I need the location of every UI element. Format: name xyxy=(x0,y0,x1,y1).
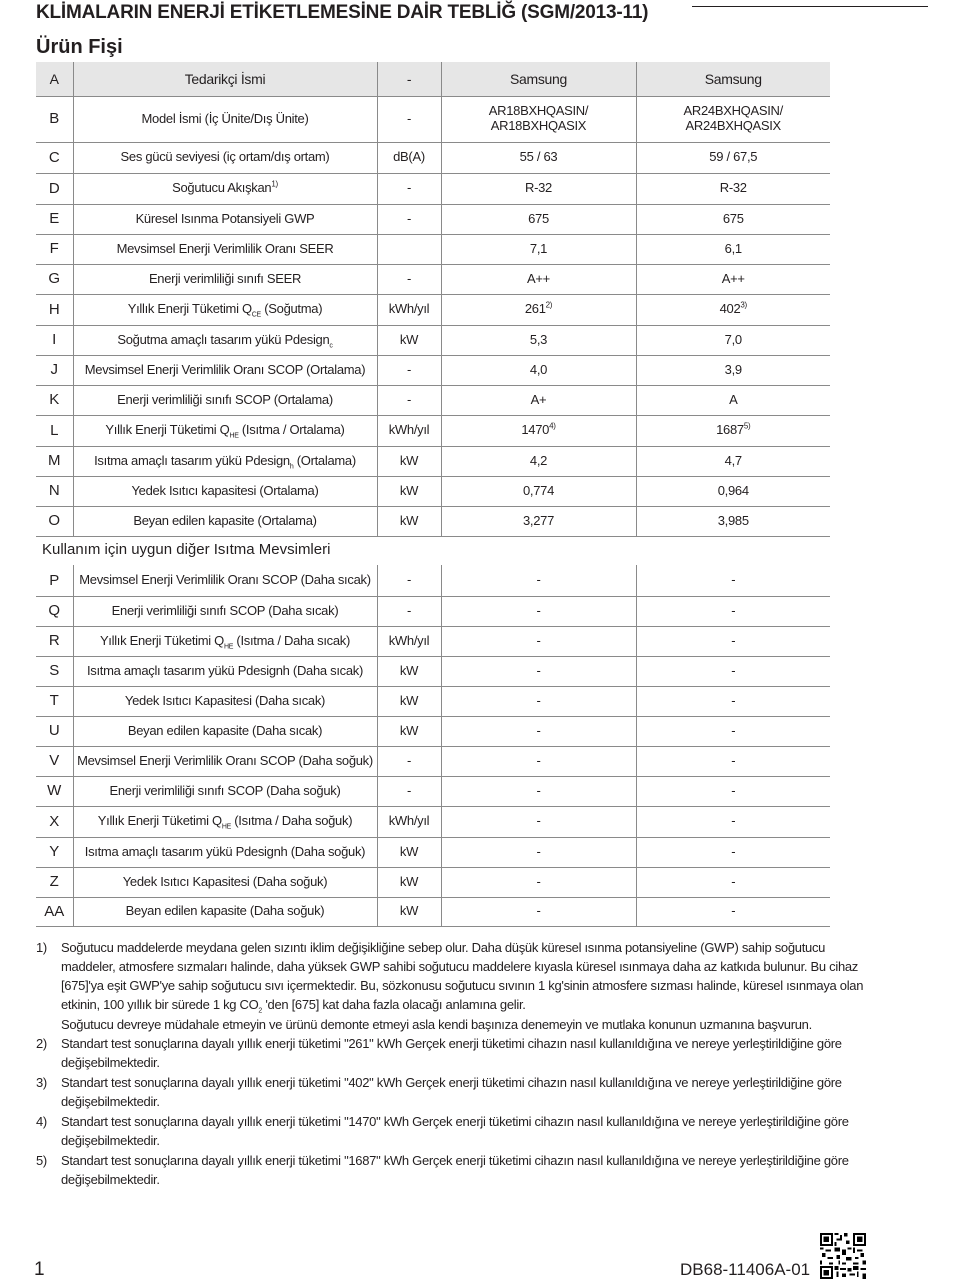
unit-cell: kW xyxy=(377,686,441,716)
unit-cell: - xyxy=(377,264,441,294)
footnote-5 xyxy=(36,1151,866,1189)
value-cell-1: - xyxy=(441,596,636,626)
row-label: Yıllık Enerji Tüketimi $Q_{HE}$ (Isıtma / Daha soğuk) xyxy=(73,806,377,837)
table-row xyxy=(36,837,830,867)
value-cell-1: 261$^{2)}$ xyxy=(441,294,636,325)
document-code: DB68-11406A-01 xyxy=(680,1260,811,1279)
unit-cell: - xyxy=(377,385,441,415)
unit-cell: - xyxy=(377,173,441,204)
row-letter: AA xyxy=(36,897,73,926)
row-letter: E xyxy=(36,204,73,234)
supplier-value-2: Samsung xyxy=(636,62,830,96)
row-letter: H xyxy=(36,294,73,325)
model-outdoor-2: AR24BXHQASIX xyxy=(685,118,781,133)
footnote-text: Standart test sonuçlarına dayalı yıllık enerji tüketimi "1687" kWh Gerçek enerji tüketimi cihazın nasıl kullanıldığına ve nereye yerleştirildiğine göre değişebilmektedir. xyxy=(61,1153,849,1187)
heating-seasons-table xyxy=(36,565,830,927)
row-label: Mevsimsel Enerji Verimlilik Oranı SCOP (Daha sıcak) xyxy=(73,565,377,596)
footnote-4 xyxy=(36,1112,866,1150)
table-row xyxy=(36,867,830,897)
value-cell-2: 7,0 xyxy=(636,325,830,355)
row-label: Enerji verimliliği sınıfı SCOP (Ortalama) xyxy=(73,385,377,415)
table-row xyxy=(36,294,830,325)
row-letter: G xyxy=(36,264,73,294)
page-number: 1 xyxy=(34,1259,45,1280)
value-cell-2: 3,985 xyxy=(636,506,830,536)
table-row xyxy=(36,355,830,385)
unit-cell: kWh/yıl xyxy=(377,294,441,325)
value-cell-1: - xyxy=(441,565,636,596)
unit-cell: kW xyxy=(377,897,441,926)
row-letter: Q xyxy=(36,596,73,626)
row-letter: C xyxy=(36,142,73,173)
value-cell-1: - xyxy=(441,716,636,746)
unit-cell: - xyxy=(377,565,441,596)
row-label: Mevsimsel Enerji Verimlilik Oranı SCOP (Ortalama) xyxy=(73,355,377,385)
model-indoor-2: AR24BXHQASIN/ xyxy=(683,103,783,119)
value-cell-2: - xyxy=(636,897,830,926)
value-cell-2: A++ xyxy=(636,264,830,294)
value-cell-2: 4,7 xyxy=(636,446,830,476)
footnote-text: Standart test sonuçlarına dayalı yıllık enerji tüketimi "261" kWh Gerçek enerji tüketimi cihazın nasıl kullanıldığına ve nereye yerleştirildiğine göre değişebilmektedir. xyxy=(61,1036,842,1070)
footnote-text: Soğutucu maddelerde meydana gelen sızıntı iklim değişikliğine sebep olur. Daha düşük küresel ısınma potansiyeline (GWP) sahip soğutucu maddeler, atmosfere sızmaları halinde, daha yüksek GWP sahibi soğutucu maddelere kıyasla küresel ısınmaya daha az katkıda bulunur. Bu cihaz [675]'ya eşit GWP'ye sahip soğutucu sıvı içermektedir. Bu, sözkonusu soğutucu sıvının 1 kg'sinin atmosfere sızması halinde, küresel ısınmaya olan etkinin, 100 yıllık bir sürede 1 kg $CO_2$ 'den [675] kat daha fazla olacağı anlamına gelir. xyxy=(61,940,864,1015)
row-letter: O xyxy=(36,506,73,536)
footnote-ref: 4) xyxy=(549,421,556,431)
unit-cell: kWh/yıl xyxy=(377,626,441,656)
row-label: Mevsimsel Enerji Verimlilik Oranı SCOP (Daha soğuk) xyxy=(73,746,377,776)
table-row xyxy=(36,204,830,234)
value-cell-1: 5,3 xyxy=(441,325,636,355)
footnote-ref: 3) xyxy=(740,300,747,310)
footnotes xyxy=(36,938,866,1190)
row-letter: Y xyxy=(36,837,73,867)
unit-cell: kWh/yıl xyxy=(377,806,441,837)
row-letter: B xyxy=(36,96,73,142)
footnote-ref: 5) xyxy=(743,421,751,431)
table-row xyxy=(36,446,830,476)
table-row xyxy=(36,656,830,686)
row-letter: X xyxy=(36,806,73,837)
row-label: Enerji verimliliği sınıfı SCOP (Daha sıcak) xyxy=(73,596,377,626)
row-letter: A xyxy=(36,62,73,96)
footnote-number: 3) xyxy=(36,1075,47,1090)
value-cell-2: - xyxy=(636,837,830,867)
row-label: Beyan edilen kapasite (Ortalama) xyxy=(73,506,377,536)
value-cell-2: - xyxy=(636,776,830,806)
row-letter: R xyxy=(36,626,73,656)
row-label: Yıllık Enerji Tüketimi $Q_{HE}$ (Isıtma / Ortalama) xyxy=(73,415,377,446)
value-cell-1: - xyxy=(441,806,636,837)
footnote-2 xyxy=(36,1034,866,1072)
row-label: Enerji verimliliği sınıfı SEER xyxy=(73,264,377,294)
unit-cell: kW xyxy=(377,716,441,746)
row-letter: U xyxy=(36,716,73,746)
title-rule xyxy=(692,6,928,7)
unit-cell: - xyxy=(377,746,441,776)
unit-cell: kW xyxy=(377,476,441,506)
unit-cell xyxy=(377,234,441,264)
document-title: KLİMALARIN ENERJİ ETİKETLEMESİNE DAİR TEBLİĞ (SGM/2013-11) xyxy=(36,2,649,23)
row-label: Ses gücü seviyesi (iç ortam/dış ortam) xyxy=(73,142,377,173)
row-label: Isıtma amaçlı tasarım yükü Pdesignh (Daha sıcak) xyxy=(73,656,377,686)
footnote-number: 4) xyxy=(36,1114,47,1129)
unit-cell: kW xyxy=(377,506,441,536)
model-value-1 xyxy=(441,96,636,142)
footnote-text: Standart test sonuçlarına dayalı yıllık enerji tüketimi "402" kWh Gerçek enerji tüketimi cihazın nasıl kullanıldığına ve nereye yerleştirildiğine göre değişebilmektedir. xyxy=(61,1075,842,1109)
value-cell-2: - xyxy=(636,686,830,716)
value-cell-2: - xyxy=(636,596,830,626)
table-row xyxy=(36,385,830,415)
row-letter: F xyxy=(36,234,73,264)
table-row xyxy=(36,142,830,173)
document-subtitle: Ürün Fişi xyxy=(36,36,123,58)
row-label: Model İsmi (İç Ünite/Dış Ünite) xyxy=(73,96,377,142)
row-label: Yedek Isıtıcı Kapasitesi (Daha sıcak) xyxy=(73,686,377,716)
value-cell-2: 59 / 67,5 xyxy=(636,142,830,173)
value-cell-2: 675 xyxy=(636,204,830,234)
footnote-number: 2) xyxy=(36,1036,47,1051)
row-letter: I xyxy=(36,325,73,355)
value-cell-1: A+ xyxy=(441,385,636,415)
value-cell-2: 3,9 xyxy=(636,355,830,385)
value-cell-2: - xyxy=(636,716,830,746)
row-label: Beyan edilen kapasite (Daha soğuk) xyxy=(73,897,377,926)
table-row xyxy=(36,173,830,204)
table-row xyxy=(36,716,830,746)
row-label: Yıllık Enerji Tüketimi $Q_{CE}$ (Soğutma) xyxy=(73,294,377,325)
table-row xyxy=(36,565,830,596)
value-cell-2: 1687$^{5)}$ xyxy=(636,415,830,446)
footnote-3 xyxy=(36,1073,866,1111)
value-cell-2: - xyxy=(636,867,830,897)
footnote-text: Standart test sonuçlarına dayalı yıllık enerji tüketimi "1470" kWh Gerçek enerji tüketimi cihazın nasıl kullanıldığına ve nereye yerleştirildiğine göre değişebilmektedir. xyxy=(61,1114,849,1148)
table-row xyxy=(36,806,830,837)
value-cell-1: 7,1 xyxy=(441,234,636,264)
value-cell-1: - xyxy=(441,686,636,716)
table-row xyxy=(36,264,830,294)
row-label: Yedek Isıtıcı Kapasitesi (Daha soğuk) xyxy=(73,867,377,897)
unit-cell: - xyxy=(377,355,441,385)
value-cell-1: - xyxy=(441,897,636,926)
footnote-1 xyxy=(36,938,866,1014)
row-label: Isıtma amaçlı tasarım yükü Pdesignh (Daha soğuk) xyxy=(73,837,377,867)
value-cell-2: A xyxy=(636,385,830,415)
model-indoor-1: AR18BXHQASIN/ xyxy=(488,103,589,119)
unit-cell: - xyxy=(377,596,441,626)
footnote-ref: 1) xyxy=(271,179,278,189)
row-letter: L xyxy=(36,415,73,446)
table-row xyxy=(36,776,830,806)
unit-cell: kW xyxy=(377,837,441,867)
value-cell-1: - xyxy=(441,776,636,806)
value-cell-1: - xyxy=(441,656,636,686)
unit-cell: - xyxy=(377,62,441,96)
model-value-2 xyxy=(636,96,830,142)
value-cell-1: 3,277 xyxy=(441,506,636,536)
supplier-value-1: Samsung xyxy=(441,62,636,96)
supplier-label: Tedarikçi İsmi xyxy=(73,62,377,96)
section-title-other-seasons: Kullanım için uygun diğer Isıtma Mevsimleri xyxy=(42,541,331,558)
value-cell-2: 402$^{3)}$ xyxy=(636,294,830,325)
unit-cell: - xyxy=(377,776,441,806)
footnote-number: 5) xyxy=(36,1153,47,1168)
table-row xyxy=(36,897,830,926)
value-cell-1: 0,774 xyxy=(441,476,636,506)
row-label: Isıtma amaçlı tasarım yükü Pdesign$_h$ (Ortalama) xyxy=(73,446,377,476)
value-cell-2: 0,964 xyxy=(636,476,830,506)
row-label: Mevsimsel Enerji Verimlilik Oranı SEER xyxy=(73,234,377,264)
value-cell-2: - xyxy=(636,565,830,596)
value-cell-1: A++ xyxy=(441,264,636,294)
value-cell-1: 4,2 xyxy=(441,446,636,476)
value-cell-2: - xyxy=(636,656,830,686)
value-cell-1: 1470$^{4)}$ xyxy=(441,415,636,446)
model-outdoor-1: AR18BXHQASIX xyxy=(490,118,587,133)
row-letter: S xyxy=(36,656,73,686)
value-cell-2: - xyxy=(636,806,830,837)
footnote-number: 1) xyxy=(36,940,47,955)
table-row xyxy=(36,96,830,142)
row-letter: D xyxy=(36,173,73,204)
value-cell-1: 4,0 xyxy=(441,355,636,385)
value-cell-2: 6,1 xyxy=(636,234,830,264)
value-cell-2: R-32 xyxy=(636,173,830,204)
unit-cell: kWh/yıl xyxy=(377,415,441,446)
row-letter: M xyxy=(36,446,73,476)
row-letter: Z xyxy=(36,867,73,897)
unit-cell: - xyxy=(377,96,441,142)
unit-cell: kW xyxy=(377,656,441,686)
row-letter: N xyxy=(36,476,73,506)
value-cell-1: - xyxy=(441,746,636,776)
table-row xyxy=(36,476,830,506)
unit-cell: - xyxy=(377,204,441,234)
table-row xyxy=(36,234,830,264)
table-row xyxy=(36,746,830,776)
unit-cell: dB(A) xyxy=(377,142,441,173)
unit-cell: kW xyxy=(377,867,441,897)
footnote-ref: 2) xyxy=(545,300,553,310)
table-header-row xyxy=(36,62,830,96)
row-label: Küresel Isınma Potansiyeli GWP xyxy=(73,204,377,234)
value-cell-1: - xyxy=(441,626,636,656)
table-row xyxy=(36,596,830,626)
unit-cell: kW xyxy=(377,446,441,476)
footnote-1-warning: Soğutucu devreye müdahale etmeyin ve ürünü demonte etmeyi asla kendi başınıza denemeyin ve mutlaka konunun uzmanına başvurun. xyxy=(61,1017,812,1032)
value-cell-1: - xyxy=(441,837,636,867)
table-row xyxy=(36,626,830,656)
product-spec-table xyxy=(36,62,830,537)
row-letter: P xyxy=(36,565,73,596)
row-label: Enerji verimliliği sınıfı SCOP (Daha soğuk) xyxy=(73,776,377,806)
row-label: Yedek Isıtıcı kapasitesi (Ortalama) xyxy=(73,476,377,506)
row-label: Soğutucu Akışkan$^{1)}$ xyxy=(73,173,377,204)
value-cell-2: - xyxy=(636,746,830,776)
row-label: Soğutma amaçlı tasarım yükü Pdesign$_c$ xyxy=(73,325,377,355)
table-row xyxy=(36,415,830,446)
value-cell-1: - xyxy=(441,867,636,897)
value-cell-1: 675 xyxy=(441,204,636,234)
row-letter: W xyxy=(36,776,73,806)
value-cell-2: - xyxy=(636,626,830,656)
value-cell-1: 55 / 63 xyxy=(441,142,636,173)
qr-code-icon xyxy=(820,1233,866,1279)
table-row xyxy=(36,506,830,536)
row-label: Beyan edilen kapasite (Daha sıcak) xyxy=(73,716,377,746)
row-letter: V xyxy=(36,746,73,776)
value-cell-1: R-32 xyxy=(441,173,636,204)
row-letter: J xyxy=(36,355,73,385)
row-label: Yıllık Enerji Tüketimi $Q_{HE}$ (Isıtma / Daha sıcak) xyxy=(73,626,377,656)
row-letter: T xyxy=(36,686,73,716)
table-row xyxy=(36,686,830,716)
unit-cell: kW xyxy=(377,325,441,355)
table-row xyxy=(36,325,830,355)
row-letter: K xyxy=(36,385,73,415)
